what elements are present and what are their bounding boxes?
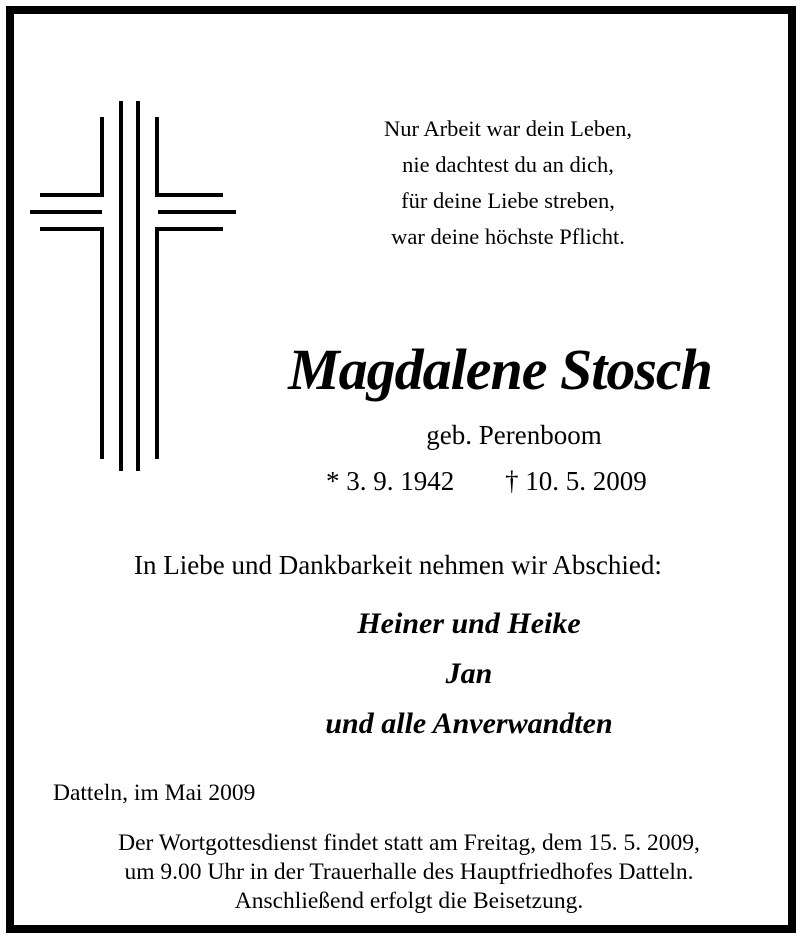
- poem-line: für deine Liebe streben,: [401, 188, 615, 213]
- place-date: Datteln, im Mai 2009: [53, 780, 256, 806]
- mourner-line: und alle Anverwandten: [325, 707, 613, 740]
- service-info: [44, 829, 774, 916]
- poem-line: Nur Arbeit war dein Leben,: [383, 116, 633, 141]
- obituary-notice: [6, 6, 796, 933]
- maiden-name: geb. Perenboom: [426, 420, 602, 450]
- farewell-text: In Liebe und Dankbarkeit nehmen wir Abschied:: [134, 550, 662, 580]
- service-line: Der Wortgottesdienst findet statt am Freitag, dem 15. 5. 2009,: [118, 830, 700, 856]
- poem-line: nie dachtest du an dich,: [402, 152, 614, 177]
- cross-icon: [30, 101, 236, 471]
- mourner-line: Heiner und Heike: [357, 607, 581, 640]
- poem-line: war deine höchste Pflicht.: [391, 224, 625, 249]
- mourner-line: Jan: [445, 657, 493, 690]
- death-date: † 10. 5. 2009: [505, 466, 647, 496]
- poem: [276, 111, 740, 255]
- service-line: um 9.00 Uhr in der Trauerhalle des Hauptfriedhofes Datteln.: [124, 859, 694, 885]
- mourners: [244, 599, 694, 749]
- life-dates: [326, 464, 647, 498]
- birth-date: * 3. 9. 1942: [326, 466, 455, 496]
- service-line: Anschließend erfolgt die Beisetzung.: [234, 888, 584, 914]
- deceased-name: Magdalene Stosch: [288, 337, 712, 402]
